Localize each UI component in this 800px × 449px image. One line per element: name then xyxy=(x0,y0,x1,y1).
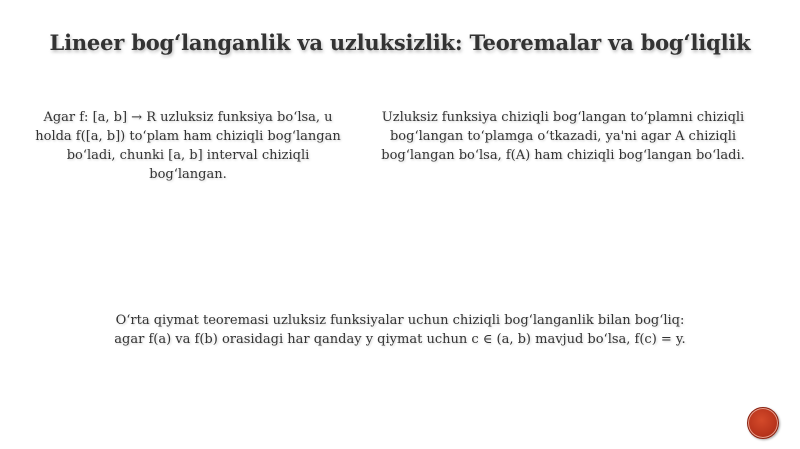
left-paragraph: Agar f: [a, b] → R uzluksiz funksiya bo‘lsa, u holda f([a, b]) to‘plam ham chiziqli bog‘langan bo‘ladi, chunki [a, b] interval chiziqli bog‘langan. xyxy=(35,110,341,182)
right-paragraph: Uzluksiz funksiya chiziqli bog‘langan to‘plamni chiziqli bog‘langan to‘plamga o‘tkazadi, ya'ni agar A chiziqli bog‘langan bo‘lsa, f(A) ham chiziqli bog‘langan bo‘ladi. xyxy=(381,110,745,163)
bottom-paragraph: O‘rta qiymat teoremasi uzluksiz funksiyalar uchun chiziqli bog‘langanlik bilan bog‘liq: agar f(a) va f(b) orasidagi har qanday y qiymat uchun c ∈ (a, b) mavjud bo‘lsa, f(c) = y. xyxy=(114,313,686,347)
next-slide-button[interactable] xyxy=(747,407,779,439)
slide-title: Lineer bog‘langanlik va uzluksizlik: Teoremalar va bog‘liqlik xyxy=(49,30,751,55)
